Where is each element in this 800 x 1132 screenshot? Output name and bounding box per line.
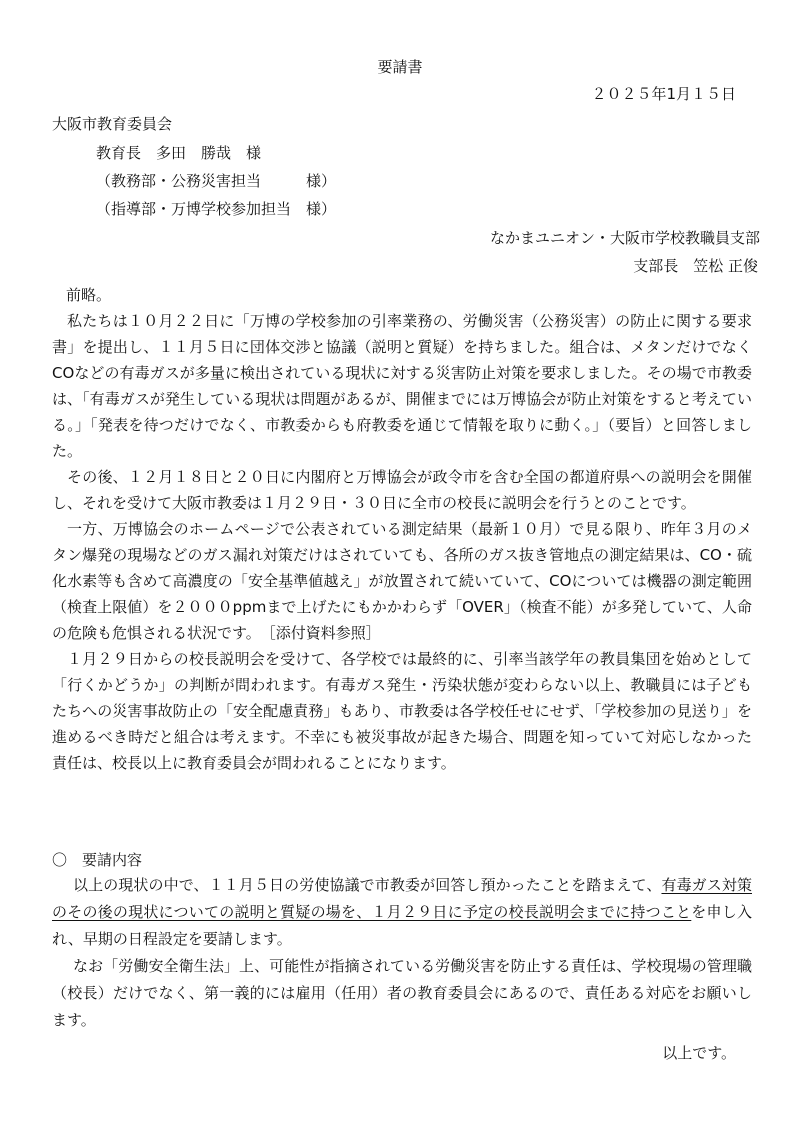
closing-text: 以上です。	[662, 1044, 736, 1062]
addressee-guidance-dept: （指導部・万博学校参加担当 様）	[96, 200, 337, 218]
document-title: 要請書	[377, 58, 423, 76]
paragraph: その後、１２月１８日と２０日に内閣府と万博協会が政令市を含む全国の都道府県への説明会を開催し、それを受けて大阪市教委は１月２９日・３０日に全市の校長に説明会を行うとのことです。	[52, 468, 752, 512]
request-paragraph: なお「労働安全衛生法」上、可能性が指摘されている労働災害を防止する責任は、学校現場の管理職（校長）だけでなく、第一義的には雇用（任用）者の教育委員会にあるので、責任ある対応をお願いします。	[52, 957, 752, 1029]
request-underlined-text: 有毒ガス対策のその後の現状についての説明と質疑の場を、１月２９日に予定の校長説明会までに持つこと	[52, 876, 752, 921]
request-paragraph	[52, 872, 752, 953]
addressee-board: 大阪市教育委員会	[52, 115, 173, 133]
sender-organization: なかまユニオン・大阪市学校教職員支部	[489, 229, 760, 247]
document-date: ２０２５年1月１５日	[591, 85, 736, 103]
opening-greeting: 前略。	[66, 286, 112, 304]
paragraph: １月２９日からの校長説明会を受けて、各学校では最終的に、引率当該学年の教員集団を始めとして「行くかどうか」の判断が問われます。有毒ガス発生・汚染状態が変わらない以上、教職員には子どもたちへの災害事故防止の「安全配慮責務」もあり、市教委は各学校任せにせず、「学校参加の見送り」を進めるべき時だと組合は考えます。不幸にも被災事故が起きた場合、問題を知っていて対応しなかった責任は、校長以上に教育委員会が問われることになります。	[52, 650, 752, 772]
request-heading: 〇 要請内容	[52, 851, 143, 869]
request-text: 以上の現状の中で、１１月５日の労使協議で市教委が回答し預かったことを踏まえて、	[73, 876, 662, 894]
paragraph: 私たちは１０月２２日に「万博の学校参加の引率業務の、労働災害（公務災害）の防止に関する要求書」を提出し、１１月５日に団体交渉と協議（説明と質疑）を持ちました。組合は、メタンだけでなくCOなどの有毒ガスが多量に検出されている現状に対する災害防止対策を要求しました。その場で市教委は、「有毒ガスが発生している現状は問題があるが、開催までには万博協会が防止対策をすると考えている。」「発表を待つだけでなく、市教委からも府教委を通じて情報を取りに動く。」（要旨）と回答しました。	[52, 312, 752, 460]
addressee-superintendent: 教育長 多田 勝哉 様	[96, 144, 262, 162]
request-content	[52, 872, 752, 1034]
request-text: を申し入れ、早期の日程設定を要請します。	[52, 903, 752, 948]
paragraph: 一方、万博協会のホームページで公表されている測定結果（最新１０月）で見る限り、昨年３月のメタン爆発の現場などのガス漏れ対策だけはされていても、各所のガス抜き管地点の測定結果は、CO・硫化水素等も含めて高濃度の「安全基準値越え」が放置されて続いていて、COについては機器の測定範囲（検査上限値）を２０００ppmまで上げたにもかかわらず「OVER」（検査不能）が多発していて、人命の危険も危惧される状況です。 ［添付資料参照］	[52, 520, 752, 642]
body-paragraphs	[52, 308, 752, 776]
sender-representative: 支部長 笠松 正俊	[633, 257, 758, 275]
addressee-affairs-dept: （教務部・公務災害担当 様）	[96, 172, 337, 190]
